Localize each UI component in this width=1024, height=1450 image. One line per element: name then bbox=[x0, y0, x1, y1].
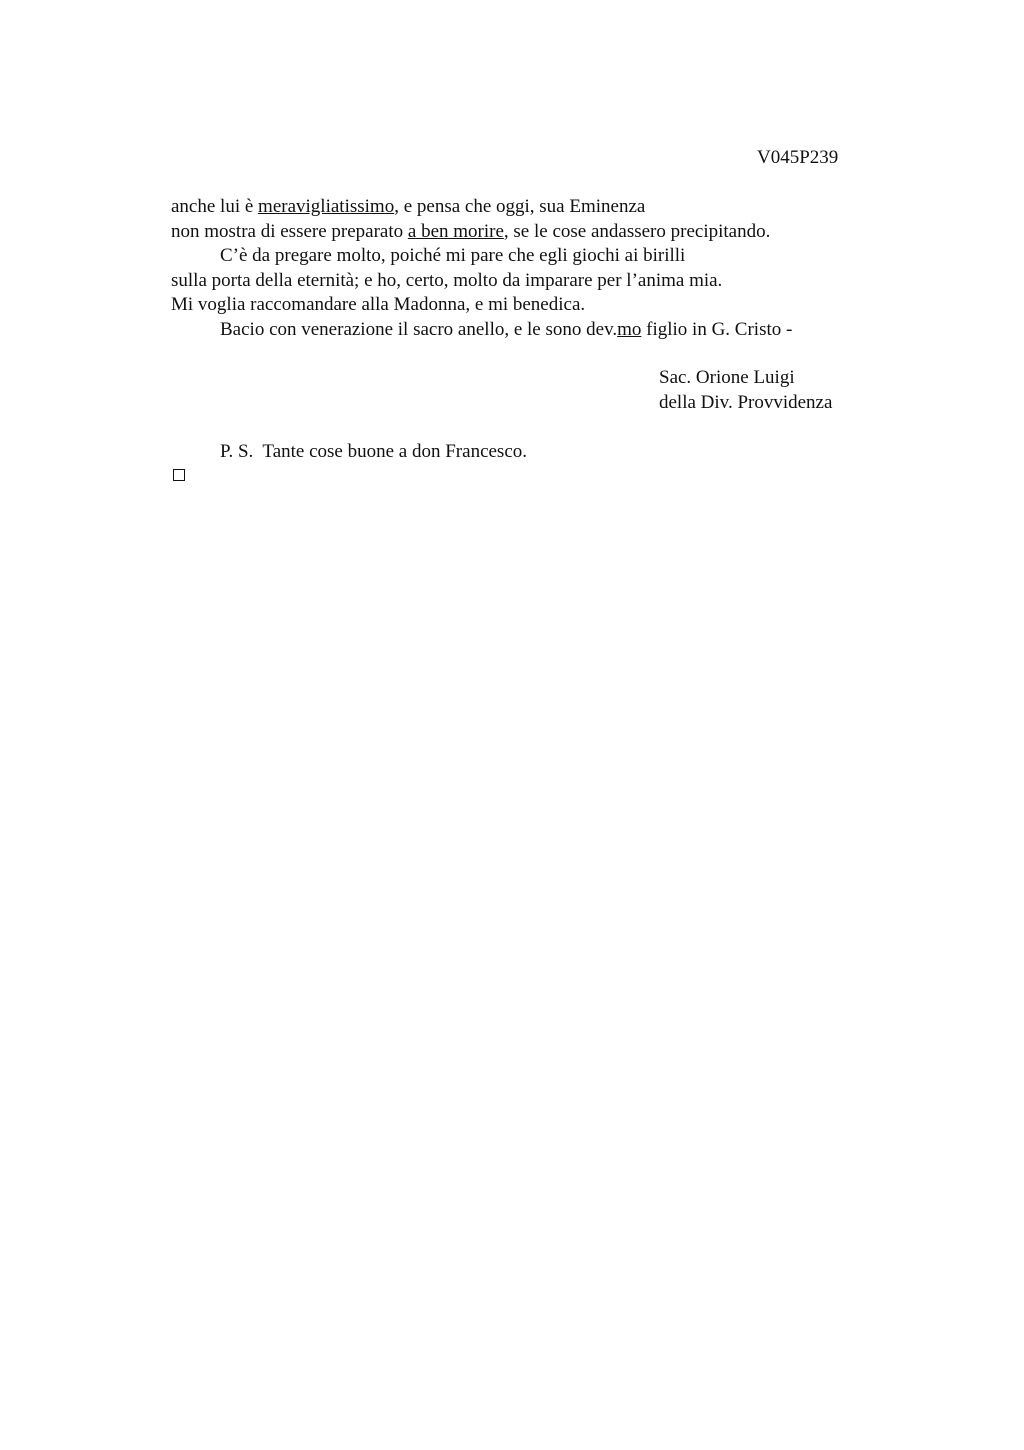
underlined-text: a ben morire bbox=[407, 221, 504, 242]
signature-congregation: della Div. Provvidenza bbox=[659, 392, 833, 413]
checkbox-square-icon bbox=[173, 469, 185, 481]
page-identifier: V045P239 bbox=[757, 147, 839, 168]
letter-line-1 bbox=[171, 195, 645, 219]
text-segment: , e pensa che oggi, sua Eminenza bbox=[394, 196, 646, 217]
text-segment: anche lui è bbox=[171, 196, 259, 217]
letter-line-4 bbox=[171, 269, 722, 293]
letter-line-3 bbox=[220, 244, 685, 268]
letter-line-2 bbox=[171, 220, 770, 244]
text-segment: Mi voglia raccomandare alla Madonna, e mi benedica. bbox=[171, 294, 586, 315]
letter-line-6 bbox=[220, 318, 792, 342]
text-segment: sulla porta della eternità; e ho, certo, molto da imparare per l’anima mia. bbox=[171, 270, 723, 291]
text-segment: non mostra di essere preparato bbox=[171, 221, 408, 242]
letter-line-5 bbox=[171, 293, 585, 317]
underlined-text: mo bbox=[617, 319, 642, 340]
postscript: P. S. Tante cose buone a don Francesco. bbox=[220, 441, 528, 462]
text-segment: figlio in G. Cristo - bbox=[641, 319, 793, 340]
underlined-text: meravigliatissimo bbox=[258, 196, 395, 217]
text-segment: , se le cose andassero precipitando. bbox=[503, 221, 771, 242]
signature-name: Sac. Orione Luigi bbox=[659, 367, 795, 388]
text-segment: C’è da pregare molto, poiché mi pare che egli giochi ai birilli bbox=[220, 245, 686, 266]
text-segment: Bacio con venerazione il sacro anello, e le sono dev. bbox=[220, 319, 618, 340]
